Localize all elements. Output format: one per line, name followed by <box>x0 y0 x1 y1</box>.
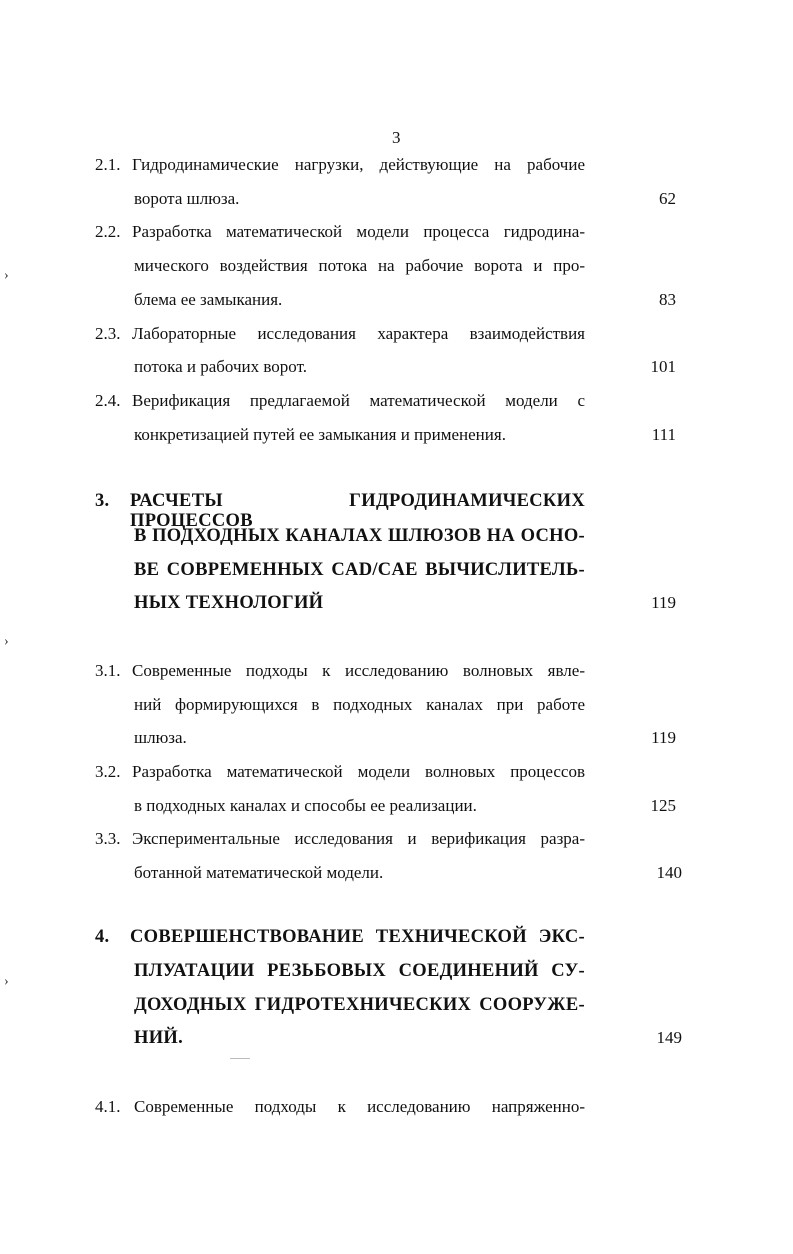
toc-line: Гидродинамические нагрузки, действующие на рабочие <box>132 155 585 174</box>
toc-line: Экспериментальные исследования и верификация разра- <box>132 829 585 848</box>
toc-line: ботанной математической модели. <box>134 863 384 882</box>
toc-label-4: 4. <box>95 927 110 947</box>
toc-page-2-4: 111 <box>651 425 676 444</box>
binding-mark: › <box>4 974 9 989</box>
toc-chapter-line: СОВЕРШЕНСТВОВАНИЕ ТЕХНИЧЕСКОЙ ЭКС- <box>130 927 585 947</box>
toc-label-3-3: 3.3. <box>95 829 121 848</box>
toc-line: Лабораторные исследования характера взаимодействия <box>132 324 585 343</box>
toc-label-3-2: 3.2. <box>95 762 121 781</box>
toc-page-2-3: 101 <box>650 357 676 376</box>
toc-line: ний формирующихся в подходных каналах при работе <box>134 695 585 714</box>
toc-line: Современные подходы к исследованию напряженно- <box>134 1097 585 1116</box>
toc-page-4: 149 <box>656 1028 682 1047</box>
faint-rule <box>230 1058 250 1059</box>
toc-line: шлюза. <box>134 728 187 747</box>
page-number: 3 <box>392 128 401 147</box>
binding-mark: › <box>4 268 9 283</box>
toc-page-3-2: 125 <box>650 796 676 815</box>
toc-page-2-2: 83 <box>659 290 676 309</box>
binding-mark: › <box>4 634 9 649</box>
toc-label-2-1: 2.1. <box>95 155 121 174</box>
toc-line: Разработка математической модели процесса гидродина- <box>132 222 585 241</box>
toc-line: конкретизацией путей ее замыкания и применения. <box>134 425 506 444</box>
toc-line: Верификация предлагаемой математической модели с <box>132 391 585 410</box>
toc-label-3: 3. <box>95 491 110 511</box>
toc-chapter-line: ВЕ СОВРЕМЕННЫХ CAD/CAE ВЫЧИСЛИТЕЛЬ- <box>134 560 585 580</box>
toc-label-4-1: 4.1. <box>95 1097 121 1116</box>
toc-line: Современные подходы к исследованию волновых явле- <box>132 661 585 680</box>
toc-chapter-line: РАСЧЕТЫ ГИДРОДИНАМИЧЕСКИХ ПРОЦЕССОВ <box>130 491 585 531</box>
toc-line: мического воздействия потока на рабочие ворота и про- <box>134 256 585 275</box>
toc-label-2-4: 2.4. <box>95 391 121 410</box>
toc-label-3-1: 3.1. <box>95 661 121 680</box>
toc-chapter-line: ПЛУАТАЦИИ РЕЗЬБОВЫХ СОЕДИНЕНИЙ СУ- <box>134 961 585 981</box>
toc-line: блема ее замыкания. <box>134 290 283 309</box>
toc-line: в подходных каналах и способы ее реализации. <box>134 796 477 815</box>
toc-label-2-3: 2.3. <box>95 324 121 343</box>
toc-label-2-2: 2.2. <box>95 222 121 241</box>
toc-chapter-line: В ПОДХОДНЫХ КАНАЛАХ ШЛЮЗОВ НА ОСНО- <box>134 526 585 546</box>
toc-chapter-line: ДОХОДНЫХ ГИДРОТЕХНИЧЕСКИХ СООРУЖЕ- <box>134 995 585 1015</box>
toc-page-3-3: 140 <box>656 863 682 882</box>
toc-page-3: 119 <box>651 593 676 612</box>
toc-page-3-1: 119 <box>651 728 676 747</box>
toc-chapter-line: НИЙ. <box>134 1028 183 1048</box>
toc-page-2-1: 62 <box>659 189 676 208</box>
toc-chapter-line: НЫХ ТЕХНОЛОГИЙ <box>134 593 324 613</box>
toc-line: Разработка математической модели волновых процессов <box>132 762 585 781</box>
toc-line: потока и рабочих ворот. <box>134 357 307 376</box>
toc-line: ворота шлюза. <box>134 189 240 208</box>
